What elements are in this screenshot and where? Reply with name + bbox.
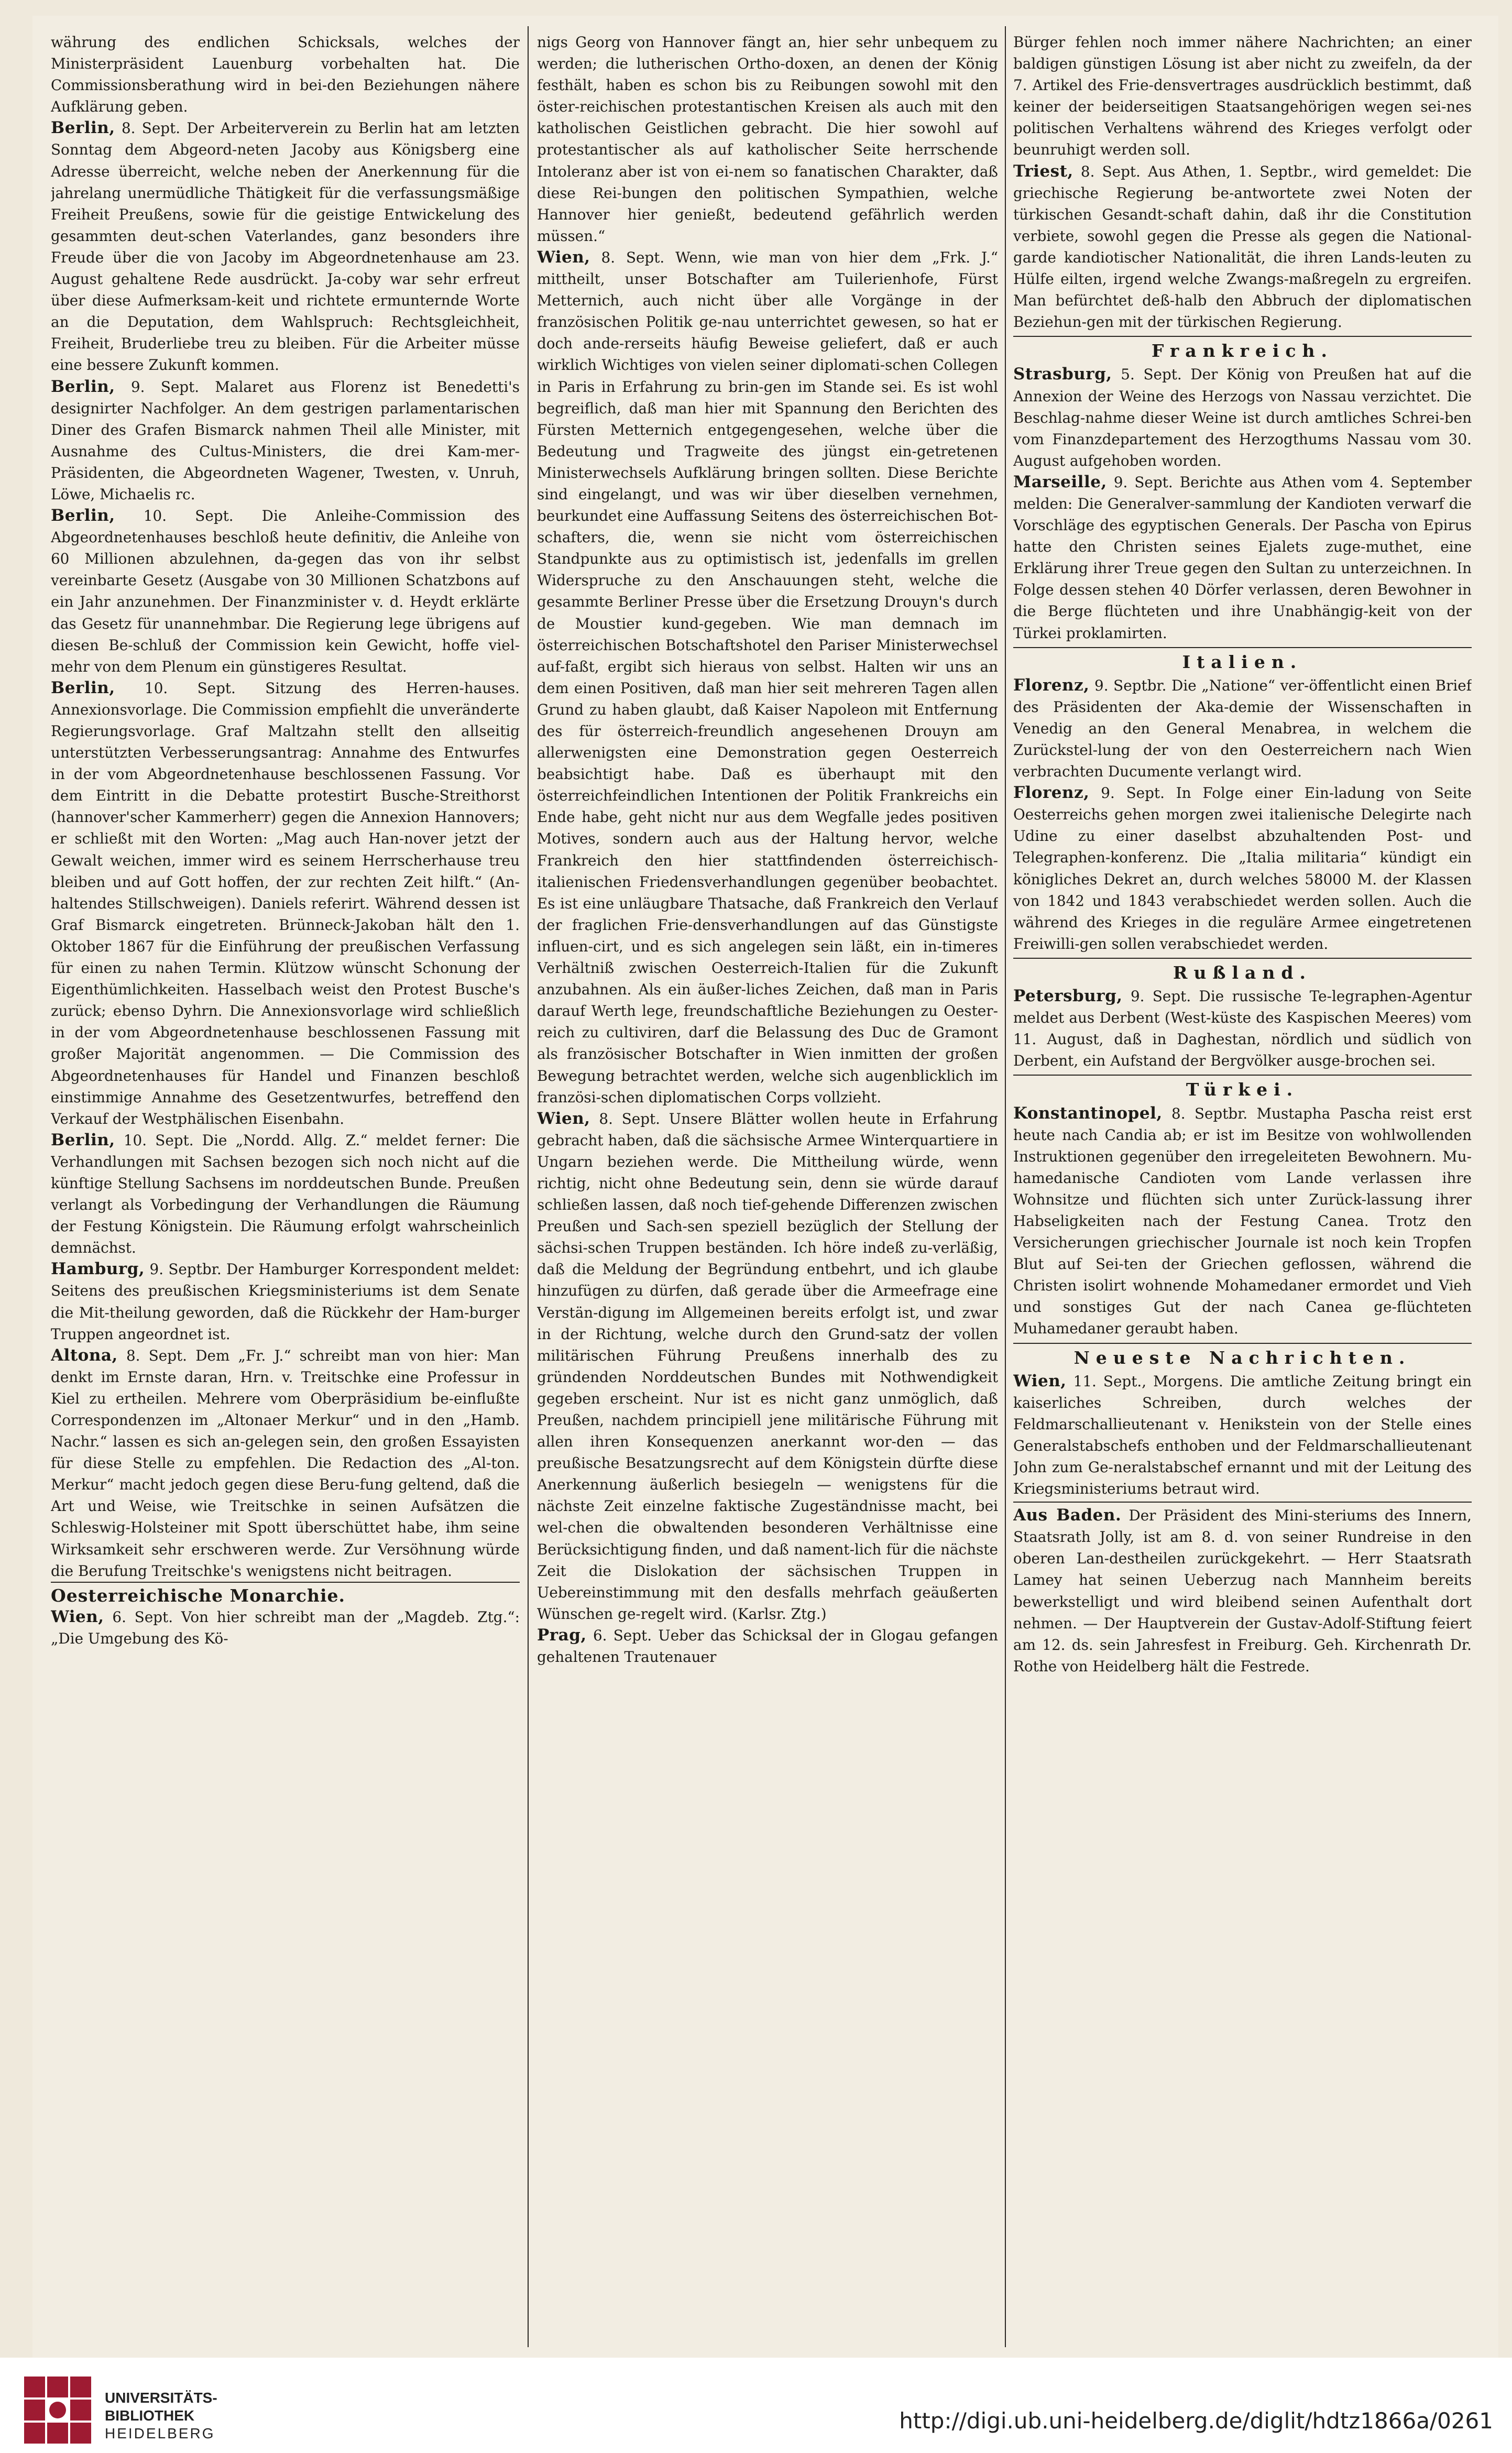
newspaper-page (32, 16, 1498, 2358)
article-text: währung des endlichen Schicksals, welches der Ministerpräsident Lauenburg vorbehalten hat. Die Commissionsberathung wird in bei-den Beziehungen nähere Aufklärung geben. (51, 34, 520, 116)
article-body: 10. Sept. Sitzung des Herren-hauses. Annexionsvorlage. Die Commission empfiehlt die unveränderte Regierungsvorlage. Graf Maltzahn stellt den allseitig unterstützten Verbesserungsantrag: Annahme des Entwurfes in der vom Abgeordnetenhause beschlossenen Fassung. Vor dem Eintritt in die Debatte protestirt Busche-Streithorst (hannover'scher Kammerherr) gegen die Annexion Hannovers; er schließt mit den Worten: „Mag auch Han-nover jetzt der Gewalt weichen, immer wird es seinem Herrscherhause treu bleiben und auf Gott hoffen, der zur rechten Zeit hilft.“ (An-haltendes Stillschweigen). Daniels referirt. Während dessen ist Graf Bismarck eingetreten. Brünneck-Jakoban hält den 1. Oktober 1867 für die Einführung der preußischen Verfassung für einen zu nahen Termin. Klützow wünscht Schonung der Eigenthümlichkeiten. Hasselbach weist den Protest Busche's zurück; ebenso Dyhrn. Die Annexionsvorlage wird schließlich in der vom Abgeordnetenhause beschlossenen Fassung mit großer Majorität angenommen. — Die Commission des Abgeordnetenhauses für Handel und Finanzen beschloß einstimmige Annahme des Gesetzentwurfes, betreffend den Verkauf der Westphälischen Eisenbahn. (51, 679, 520, 1127)
article (51, 376, 520, 506)
dateline: Triest, (1013, 161, 1073, 181)
section-heading: Italien. (1013, 647, 1472, 673)
article (1013, 985, 1472, 1071)
dateline: Petersburg, (1013, 987, 1123, 1006)
dateline: Florenz, (1013, 783, 1090, 803)
library-name-line: HEIDELBERG (105, 2425, 215, 2441)
article-body: Der Präsident des Mini-steriums des Innern, Staatsrath Jolly, ist am 8. d. von seiner Rundreise in den oberen Lan-destheilen zurückgekehrt. — Herr Staatsrath Lamey hat seinen Ueberzug nach Mannheim bereits bewerkstelligt und wird bleibend seinen Aufenthalt dort nehmen. — Der Hauptverein der Gustav-Adolf-Stiftung feiert am 12. ds. sein Jahresfest in Freiburg. Geh. Kirchenrath Dr. Rothe von Heidelberg hält die Festrede. (1013, 1507, 1472, 1675)
article-body: 9. Sept. Malaret aus Florenz ist Benedetti's designirter Nachfolger. An dem gestrigen parlamentarischen Diner des Grafen Bismarck nahmen Theil alle Minister, mit Ausnahme des Cultus-Ministers, die drei Kam-mer-Präsidenten, die Abgeordneten Wagener, Twesten, v. Unruh, Löwe, Michaelis rc. (51, 378, 520, 503)
text-column-left (51, 31, 520, 2347)
dateline: Florenz, (1013, 675, 1090, 695)
university-library-logo-icon (21, 2373, 94, 2447)
section-heading: Türkei. (1013, 1075, 1472, 1100)
dateline: Berlin, (51, 506, 115, 525)
article-body: 11. Sept., Morgens. Die amtliche Zeitung bringt ein kaiserliches Schreiben, durch welches der Feldmarschallieutenant v. Henikstein von der Stelle eines Generalstabschefs enthoben und der Feldmarschallieutenant John zum Ge-neralstabschef ernannt und mit der Leitung des Kriegsministeriums betraut wird. (1013, 1372, 1472, 1498)
dateline: Aus Baden. (1013, 1506, 1122, 1525)
dateline: Wien, (537, 1109, 590, 1128)
column-rule (528, 26, 529, 2347)
article (1013, 1103, 1472, 1340)
article-body: 8. Sept. Unsere Blätter wollen heute in Erfahrung gebracht haben, daß die sächsische Armee Winterquartiere in Ungarn beziehen werde. Die Mittheilung würde, wenn richtig, nicht ohne Bedeutung sein, denn sie würde darauf schließen lassen, daß noch tief-gehende Differenzen zwischen Preußen und Sach-sen speziell bezüglich der Stellung der sächsi-schen Truppen beständen. Ich höre indeß zu-verläßig, daß die Meldung der Begründung entbehrt, und ich glaube hinzufügen zu dürfen, daß gerade über die Armeefrage eine Verstän-digung im Allgemeinen bereits erfolgt ist, und zwar in der Richtung, welche durch den Grund-satz der vollen militärischen Führung Preußens innerhalb des zu gründenden Norddeutschen Bundes mit Nothwendigkeit gegeben erscheint. Nur ist es nicht ganz unmöglich, daß Preußen, nachdem principiell jene militärische Führung mit allen ihren Konsequenzen anerkannt wor-den — das preußische Besatzungsrecht auf dem Königstein dürfte diese Anerkennung äußerlich besiegeln — wenigstens für die nächste Zeit einzelne faktische Zugeständnisse macht, bei wel-chen die obwaltenden besonderen Verhältnisse eine Berücksichtigung finden, und daß nament-lich für die nächste Zeit die Dislokation der sächsischen Truppen in Uebereinstimmung mit den desfalls mehrfach geäußerten Wünschen ge-regelt wird. (Karlsr. Ztg.) (537, 1110, 998, 1623)
article (537, 247, 998, 1108)
article-body: 8. Sept. Dem „Fr. J.“ schreibt man von hier: Man denkt im Ernste daran, Hrn. v. Treitschke eine Professur in Kiel zu ertheilen. Mehrere vom Oberpräsidium be-einflußte Correspondenzen im „Altonaer Merkur“ und in den „Hamb. Nachr.“ lassen es sich an-gelegen sein, den großen Essayisten für diese Stelle zu empfehlen. Die Redaction des „Al-ton. Merkur“ macht jedoch gegen diese Beru-fung geltend, daß die Art und Weise, wie Treitschke in seinen Aufsätzen die Schleswig-Holsteiner mit Spott überschüttet habe, ihm seine Wirksamkeit sehr erschweren werde. Zur Versöhnung würde die Berufung Treitschke's wenigstens nicht beitragen. (51, 1346, 520, 1580)
section-heading: Oesterreichische Monarchie. (51, 1582, 520, 1606)
article (1013, 1505, 1472, 1677)
article (51, 1606, 520, 1649)
library-name-line: BIBLIOTHEK (105, 2407, 195, 2424)
article (1013, 472, 1472, 644)
article (51, 505, 520, 677)
dateline: Berlin, (51, 377, 115, 396)
article-body: 9. Septbr. Der Hamburger Korrespondent meldet: Seitens des preußischen Kriegsministeriums ist dem Senate die Mit-theilung geworden, daß die Rückkehr der Ham-burger Truppen angeordnet ist. (51, 1261, 520, 1343)
library-name (105, 2389, 217, 2443)
article-body: 9. Sept. In Folge einer Ein-ladung von Seite Oesterreichs gehen morgen zwei italienische Delegirte nach Udine zu einer daselbst abzuhaltenden Post- und Telegraphen-konferenz. Die „Italia militaria“ kündigt ein königliches Dekret an, durch welches 58000 M. der Klassen von 1842 und 1843 verabschiedet werden sollen. Auch die während des Krieges in die reguläre Armee eingetretenen Freiwilli-gen sollen verabschiedet werden. (1013, 784, 1472, 952)
article (51, 1130, 520, 1259)
article-body: 9. Sept. Berichte aus Athen vom 4. September melden: Die Generalver-sammlung der Kandioten verwarf die Vorschläge des egyptischen Generals. Der Pascha von Epirus hatte den Christen seines Ejalets zuge-muthet, eine Erklärung ihrer Treue gegen den Sultan zu unterzeichnen. In Folge dessen stehen 40 Dörfer verlassen, deren Bewohner in die Berge flüchteten und ihre Unabhängig-keit von der Türkei proklamirten. (1013, 473, 1472, 642)
dateline: Wien, (1013, 1371, 1067, 1390)
text-column-middle (537, 31, 998, 2347)
dateline: Berlin, (51, 678, 115, 697)
library-name-line: UNIVERSITÄTS- (105, 2390, 217, 2406)
dateline: Prag, (537, 1625, 587, 1645)
article-separator (1013, 1502, 1472, 1503)
article-body: 9. Sept. Die russische Te-legraphen-Agentur meldet aus Derbent (West-küste des Kaspischen Meeres) vom 11. August, daß in Daghestan, nördlich und südlich von Derbent, ein Aufstand der Bergvölker ausge-brochen sei. (1013, 988, 1472, 1070)
article (1013, 364, 1472, 471)
article-body: 5. Sept. Der König von Preußen hat auf die Annexion der Weine des Herzogs von Nassau verzichtet. Die Beschlag-nahme dieser Weine ist durch amtliches Schrei-ben vom Finanzdepartement des Herzogthums Nassau vom 30. August aufgehoben worden. (1013, 366, 1472, 469)
article-text: nigs Georg von Hannover fängt an, hier sehr unbequem zu werden; die lutherischen Ortho-doxen, an denen der König festhält, haben es schon bis zu Reibungen sowohl mit den öster-reichischen protestantischen Kreisen als auch mit den katholischen Geistlichen gebracht. Die hier sowohl auf protestantischer als auf katholischer Seite herrschende Intoleranz aber ist von ei-nem so fanatischen Charakter, daß diese Rei-bungen den politischen Sympathien, welche Hannover hier genießt, bedeutend gefährlich werden müssen.“ (537, 34, 998, 245)
article (51, 677, 520, 1130)
article (1013, 1371, 1472, 1500)
article-body: 10. Sept. Die Anleihe-Commission des Abgeordnetenhauses beschloß heute definitiv, die Anleihe von 60 Millionen abzulehnen, da-gegen das von ihr selbst vereinbarte Gesetz (Ausgabe von 30 Millionen Schatzbons auf ein Jahr anzunehmen. Der Finanzminister v. d. Heydt erklärte das Gesetz für unannehmbar. Die Regierung lege übrigens auf diesen Be-schluß der Commission kein Gewicht, hoffe viel-mehr von dem Plenum ein günstigeres Resultat. (51, 507, 520, 675)
article-body: 8. Sept. Aus Athen, 1. Septbr., wird gemeldet: Die griechische Regierung be-antwortete zwei Noten der türkischen Gesandt-schaft dahin, daß ihr die Constitution verbiete, sowohl gegen die Presse als gegen die National-garde kandiotischer Nationalität, die ihren Lands-leuten zu Hülfe eilten, irgend welche Zwangs-maßregeln zu ergreifen. Man befürchtet deß-halb den Abbruch der diplomatischen Beziehun-gen mit der türkischen Regierung. (1013, 162, 1472, 331)
article-text: Bürger fehlen noch immer nähere Nachrichten; an einer baldigen günstigen Lösung ist aber nicht zu zweifeln, da der 7. Artikel des Frie-densvertrages ausdrücklich bestimmt, daß keiner der beiderseitigen Staatsangehörigen wegen sei-nes politischen Verhaltens während des Krieges verfolgt oder beunruhigt werden soll. (1013, 34, 1472, 159)
article-body: 10. Sept. Die „Nordd. Allg. Z.“ meldet ferner: Die Verhandlungen mit Sachsen bezogen sich noch nicht auf die künftige Stellung Sachsens im norddeutschen Bunde. Preußen verlangt als Vorbedingung der Verhandlungen die Räumung der Festung Königstein. Die Räumung erfolgt wahrscheinlich demnächst. (51, 1131, 520, 1257)
article (537, 1625, 998, 1668)
article-body: 8. Sept. Wenn, wie man von hier dem „Frk. J.“ mittheilt, unser Botschafter am Tuilerienhofe, Fürst Metternich, auch nicht über alle Vorgänge in der französischen Politik ge-nau unterrichtet gewesen, so hat er doch ande-rerseits häufig Beweise geliefert, daß er auch wirklich Wichtiges von vielen seiner diplomati-schen Collegen in Paris in Erfahrung zu brin-gen im Stande sei. Es ist wohl begreiflich, daß man hier mit Spannung den Berichten des Fürsten Metternich entgegengesehen, welche über die Bedeutung und Tragweite des jüngst ein-getretenen Ministerwechsels Aufklärung bringen sollten. Diese Berichte sind eingelangt, und was wir über dieselben vernehmen, beurkundet eine Auffassung Seitens des österreichischen Bot-schafters, die, wenn sie nicht vom österreichischen Standpunkte aus zu optimistisch ist, jedenfalls im grellen Widerspruche zu den Anschauungen steht, welche die gesammte Berliner Presse über die Ersetzung Drouyn's durch de Moustier kund-gegeben. Wie man demnach im österreichischen Botschaftshotel den Pariser Ministerwechsel auf-faßt, ergibt sich hieraus von selbst. Halten wir uns an dem einen Positiven, daß man hier seit mehreren Tagen allen Grund zu haben glaubt, daß Kaiser Napoleon mit Entfernung des für österreich-freundlich angesehenen Drouyn am allerwenigsten eine Demonstration gegen Oesterreich beabsichtigt habe. Daß es überhaupt mit den österreichfeindlichen Intentionen der Politik Frankreichs ein Ende habe, geht nicht nur aus dem Wegfalle jedes positiven Motives, sondern auch aus der Haltung hervor, welche Frankreich den hier stattfindenden österreichisch-italienischen Friedensverhandlungen gegenüber beobachtet. Es ist eine unläugbare Thatsache, daß Frankreich den Verlauf der fraglichen Frie-densverhandlungen auf das Günstigste influen-cirt, und es sich angelegen sein läßt, ein in-timeres Verhältniß zwischen Oesterreich-Italien für die Zukunft anzubahnen. Als ein äußer-liches Zeichen, daß man in Paris darauf Werth lege, freundschaftliche Beziehungen zu Oester-reich zu cultiviren, darf die Belassung des Duc de Gramont als französischer Botschafter in Wien inmitten der großen Bewegung betrachtet werden, welche sich augenblicklich im französi-schen diplomatischen Corps vollzieht. (537, 248, 998, 1106)
dateline: Marseille, (1013, 472, 1107, 491)
article-body: 6. Sept. Von hier schreibt man der „Magdeb. Ztg.“: „Die Umgebung des Kö- (51, 1608, 520, 1647)
dateline: Berlin, (51, 1130, 115, 1149)
section-heading: Frankreich. (1013, 336, 1472, 362)
article-body: 8. Sept. Der Arbeiterverein zu Berlin hat am letzten Sonntag dem Abgeord-neten Jacoby aus Königsberg eine Adresse überreicht, welche neben der Anerkennung für die jahrelang unermüdliche Thätigkeit für die verfassungsmäßige Freiheit Preußens, sowie für die geistige Entwickelung des gesammten deut-schen Vaterlandes, ganz besonders ihre Freude über die von Jacoby im Abgeordnetenhause am 23. August gehaltene Rede ausdrückt. Ja-coby war sehr erfreut über diese Aufmerksam-keit und richtete ermunternde Worte an die Deputation, dem Wahlspruch: Rechtsgleichheit, Freiheit, Bruderliebe treu zu bleiben. Für die Arbeiter müsse eine bessere Zukunft kommen. (51, 119, 520, 374)
dateline: Altona, (51, 1345, 118, 1365)
text-column-right (1013, 31, 1472, 2347)
article (51, 1345, 520, 1582)
column-rule (1005, 26, 1006, 2347)
dateline: Wien, (537, 247, 590, 267)
article (51, 1258, 520, 1344)
article-body: 8. Septbr. Mustapha Pascha reist erst heute nach Candia ab; er ist im Besitze von wohlwollenden Instruktionen gegenüber den irregeleiteten Bewohnern. Mu-hamedanische Candioten vom Lande verlassen ihre Wohnsitze und flüchten sich unter Zurück-lassung ihrer Habseligkeiten nach der Festung Canea. Trotz den Versicherungen griechischer Journale ist noch kein Tropfen Blut auf Sei-ten der Griechen geflossen, während die Christen isolirt wohnende Mohamedaner ermordet und Vieh und sonstiges Gut der nach Canea ge-flüchteten Muhamedaner geraubt haben. (1013, 1104, 1472, 1338)
article (1013, 782, 1472, 955)
library-footer (0, 2358, 1512, 2453)
article (51, 117, 520, 376)
article-body: 9. Septbr. Die „Natione“ ver-öffentlicht einen Brief des Präsidenten der Aka-demie der Wissenschaften in Venedig an den General Menabrea, in welchem die Zurückstel-lung der von den Oesterreichern nach Wien verbrachten Ducumente verlangt wird. (1013, 676, 1472, 781)
section-heading: Rußland. (1013, 958, 1472, 983)
article (1013, 675, 1472, 782)
dateline: Berlin, (51, 118, 115, 138)
article (1013, 161, 1472, 333)
dateline: Wien, (51, 1607, 104, 1626)
dateline: Konstantinopel, (1013, 1103, 1163, 1123)
dateline: Strasburg, (1013, 365, 1112, 384)
article (537, 1108, 998, 1625)
dateline: Hamburg, (51, 1260, 145, 1279)
article-body: 6. Sept. Ueber das Schicksal der in Glogau gefangen gehaltenen Trautenauer (537, 1626, 998, 1666)
document-url-link[interactable]: http://digi.ub.uni-heidelberg.de/diglit/hdtz1866a/0261 (899, 2408, 1493, 2434)
section-heading: Neueste Nachrichten. (1013, 1343, 1472, 1368)
